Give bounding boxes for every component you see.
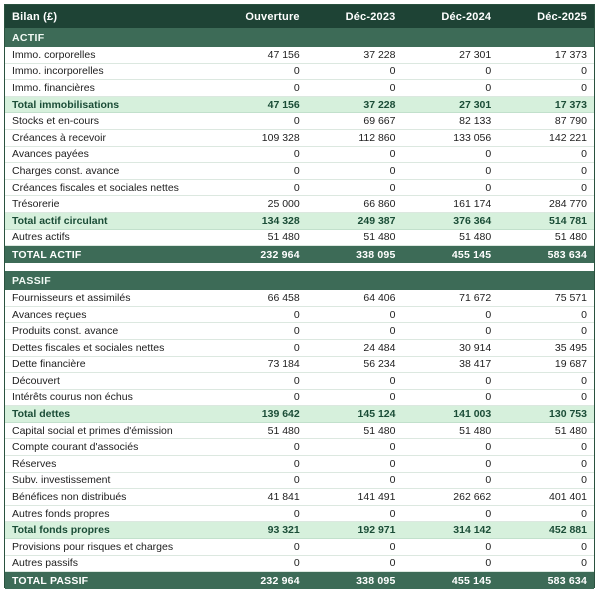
- cell-value: 284 770: [549, 198, 587, 211]
- cell-value: 0: [581, 81, 587, 94]
- cell-value: 17 373: [554, 48, 587, 61]
- cell-value: 0: [293, 115, 300, 128]
- column-header-dec-2023: Déc-2023: [345, 10, 396, 23]
- table-row: [5, 539, 594, 556]
- cell-value: 0: [581, 65, 587, 78]
- row-label: Réserves: [12, 457, 57, 470]
- cell-value: 0: [293, 457, 300, 470]
- cell-value: 0: [293, 181, 300, 194]
- cell-value: 192 971: [357, 524, 396, 537]
- cell-value: 0: [485, 441, 492, 454]
- cell-value: 75 571: [554, 291, 587, 304]
- cell-value: 314 142: [453, 524, 492, 537]
- cell-value: 401 401: [549, 491, 587, 504]
- cell-value: 0: [389, 308, 396, 321]
- cell-value: 139 642: [261, 408, 300, 421]
- table-row: [5, 390, 594, 407]
- cell-value: 24 484: [363, 341, 396, 354]
- cell-value: 0: [293, 507, 300, 520]
- cell-value: 19 687: [554, 358, 587, 371]
- row-label: Compte courant d'associés: [12, 441, 139, 454]
- cell-value: 232 964: [260, 248, 300, 261]
- cell-value: 17 373: [554, 98, 587, 111]
- row-label: Charges const. avance: [12, 164, 120, 177]
- cell-value: 141 003: [453, 408, 492, 421]
- cell-value: 27 301: [459, 48, 492, 61]
- row-label: Dette financière: [12, 358, 86, 371]
- table-row: [5, 246, 594, 263]
- cell-value: 142 221: [549, 131, 587, 144]
- cell-value: 0: [581, 507, 587, 520]
- cell-value: 0: [581, 540, 587, 553]
- row-label: Produits const. avance: [12, 325, 119, 338]
- cell-value: 51 480: [363, 231, 396, 244]
- cell-value: 112 860: [358, 131, 396, 144]
- cell-value: 0: [293, 308, 300, 321]
- cell-value: 0: [581, 164, 587, 177]
- cell-value: 0: [293, 81, 300, 94]
- cell-value: 0: [581, 391, 587, 404]
- table-title: Bilan (£): [12, 10, 58, 23]
- cell-value: 0: [389, 164, 396, 177]
- table-row: [5, 113, 594, 130]
- cell-value: 0: [581, 325, 587, 338]
- cell-value: 37 228: [363, 98, 396, 111]
- cell-value: 338 095: [356, 248, 396, 261]
- cell-value: 0: [485, 557, 492, 570]
- cell-value: 0: [485, 540, 492, 553]
- cell-value: 0: [293, 540, 300, 553]
- cell-value: 0: [389, 457, 396, 470]
- row-label: Total actif circulant: [12, 214, 108, 227]
- row-label: Total dettes: [12, 408, 71, 421]
- cell-value: 0: [485, 474, 492, 487]
- cell-value: 27 301: [459, 98, 492, 111]
- cell-value: 93 321: [267, 524, 300, 537]
- table-row: [5, 47, 594, 64]
- row-label: TOTAL ACTIF: [12, 248, 82, 261]
- table-row: [5, 373, 594, 390]
- row-label: Total fonds propres: [12, 524, 110, 537]
- row-label: Créances à recevoir: [12, 131, 106, 144]
- cell-value: 0: [581, 441, 587, 454]
- row-label: Autres passifs: [12, 557, 78, 570]
- column-header-dec-2025: Déc-2025: [537, 10, 587, 23]
- cell-value: 0: [389, 374, 396, 387]
- cell-value: 47 156: [267, 98, 300, 111]
- cell-value: 87 790: [554, 115, 587, 128]
- row-label: Total immobilisations: [12, 98, 120, 111]
- cell-value: 0: [293, 65, 300, 78]
- table-row: [5, 489, 594, 506]
- cell-value: 0: [389, 557, 396, 570]
- cell-value: 0: [293, 148, 300, 161]
- cell-value: 0: [293, 391, 300, 404]
- table-row: [5, 180, 594, 197]
- table-row: [5, 163, 594, 180]
- row-label: TOTAL PASSIF: [12, 574, 89, 587]
- cell-value: 376 364: [453, 214, 492, 227]
- cell-value: 232 964: [260, 574, 300, 587]
- cell-value: 0: [389, 507, 396, 520]
- cell-value: 583 634: [547, 574, 587, 587]
- cell-value: 0: [485, 148, 492, 161]
- cell-value: 0: [389, 148, 396, 161]
- row-label: Immo. corporelles: [12, 48, 96, 61]
- row-label: Découvert: [12, 374, 60, 387]
- cell-value: 0: [581, 181, 587, 194]
- cell-value: 69 667: [363, 115, 396, 128]
- table-row: [5, 290, 594, 307]
- cell-value: 0: [485, 457, 492, 470]
- cell-value: 133 056: [453, 131, 492, 144]
- cell-value: 66 860: [363, 198, 396, 211]
- cell-value: 455 145: [451, 248, 492, 261]
- cell-value: 514 781: [549, 214, 587, 227]
- cell-value: 0: [389, 81, 396, 94]
- cell-value: 145 124: [357, 408, 396, 421]
- cell-value: 51 480: [267, 424, 300, 437]
- cell-value: 38 417: [459, 358, 492, 371]
- cell-value: 51 480: [267, 231, 300, 244]
- cell-value: 0: [389, 181, 396, 194]
- table-row: [5, 423, 594, 440]
- cell-value: 0: [581, 457, 587, 470]
- row-label: Avances reçues: [12, 308, 87, 321]
- cell-value: 0: [485, 325, 492, 338]
- row-label: Créances fiscales et sociales nettes: [12, 181, 179, 194]
- cell-value: 82 133: [459, 115, 492, 128]
- cell-value: 262 662: [453, 491, 492, 504]
- cell-value: 0: [389, 391, 396, 404]
- cell-value: 0: [581, 308, 587, 321]
- cell-value: 134 328: [261, 214, 300, 227]
- cell-value: 0: [581, 374, 587, 387]
- cell-value: 161 174: [453, 198, 492, 211]
- table-header-row: [5, 5, 594, 28]
- cell-value: 51 480: [363, 424, 396, 437]
- row-label: Stocks et en-cours: [12, 115, 99, 128]
- cell-value: 0: [485, 391, 492, 404]
- cell-value: 0: [389, 540, 396, 553]
- cell-value: 249 387: [357, 214, 396, 227]
- cell-value: 64 406: [363, 291, 396, 304]
- cell-value: 25 000: [267, 198, 300, 211]
- cell-value: 0: [293, 325, 300, 338]
- row-label: Fournisseurs et assimilés: [12, 291, 131, 304]
- cell-value: 0: [293, 341, 300, 354]
- section-header-row-actif: [5, 28, 594, 47]
- column-header-dec-2024: Déc-2024: [441, 10, 492, 23]
- cell-value: 30 914: [459, 341, 492, 354]
- cell-value: 0: [485, 374, 492, 387]
- cell-value: 0: [389, 441, 396, 454]
- cell-value: 130 753: [549, 408, 587, 421]
- row-label: Intérêts courus non échus: [12, 391, 133, 404]
- cell-value: 51 480: [554, 231, 587, 244]
- cell-value: 452 881: [549, 524, 587, 537]
- cell-value: 0: [293, 164, 300, 177]
- balance-sheet-table: [4, 4, 595, 588]
- table-row: [5, 473, 594, 490]
- column-header-ouverture: Ouverture: [245, 10, 300, 23]
- table-row: [5, 506, 594, 523]
- cell-value: 71 672: [459, 291, 492, 304]
- row-label: Subv. investissement: [12, 474, 111, 487]
- row-label: Avances payées: [12, 148, 89, 161]
- cell-value: 109 328: [261, 131, 300, 144]
- cell-value: 37 228: [363, 48, 396, 61]
- cell-value: 0: [581, 148, 587, 161]
- table-row: [5, 213, 594, 230]
- table-row: [5, 323, 594, 340]
- cell-value: 0: [389, 325, 396, 338]
- cell-value: 0: [581, 557, 587, 570]
- cell-value: 0: [581, 474, 587, 487]
- cell-value: 0: [293, 474, 300, 487]
- cell-value: 0: [293, 557, 300, 570]
- table-row: [5, 522, 594, 539]
- row-label: Immo. incorporelles: [12, 65, 104, 78]
- cell-value: 455 145: [451, 574, 492, 587]
- table-row: [5, 439, 594, 456]
- table-row: [5, 340, 594, 357]
- cell-value: 0: [485, 65, 492, 78]
- cell-value: 47 156: [267, 48, 300, 61]
- row-label: Immo. financières: [12, 81, 95, 94]
- cell-value: 0: [485, 507, 492, 520]
- table-row: [5, 456, 594, 473]
- row-label: Autres fonds propres: [12, 507, 110, 520]
- cell-value: 51 480: [554, 424, 587, 437]
- table-row: [5, 307, 594, 324]
- cell-value: 0: [389, 65, 396, 78]
- cell-value: 0: [485, 81, 492, 94]
- table-row: [5, 556, 594, 573]
- cell-value: 66 458: [267, 291, 300, 304]
- cell-value: 583 634: [547, 248, 587, 261]
- row-label: Autres actifs: [12, 231, 70, 244]
- cell-value: 0: [293, 374, 300, 387]
- table-row: [5, 64, 594, 81]
- cell-value: 0: [485, 164, 492, 177]
- row-label: Bénéfices non distribués: [12, 491, 127, 504]
- cell-value: 51 480: [459, 231, 492, 244]
- table-row: [5, 230, 594, 247]
- cell-value: 0: [485, 308, 492, 321]
- table-row: [5, 406, 594, 423]
- table-row: [5, 97, 594, 114]
- cell-value: 338 095: [356, 574, 396, 587]
- cell-value: 0: [389, 474, 396, 487]
- table-row: [5, 147, 594, 164]
- cell-value: 51 480: [459, 424, 492, 437]
- section-title: ACTIF: [12, 31, 45, 44]
- row-label: Provisions pour risques et charges: [12, 540, 174, 553]
- table-row: [5, 80, 594, 97]
- table-row: [5, 130, 594, 147]
- cell-value: 56 234: [363, 358, 396, 371]
- cell-value: 35 495: [554, 341, 587, 354]
- row-label: Dettes fiscales et sociales nettes: [12, 341, 165, 354]
- table-row: [5, 572, 594, 589]
- row-label: Trésorerie: [12, 198, 60, 211]
- row-label: Capital social et primes d'émission: [12, 424, 173, 437]
- section-title: PASSIF: [12, 274, 51, 287]
- cell-value: 141 491: [357, 491, 396, 504]
- cell-value: 0: [485, 181, 492, 194]
- section-header-row-passif: [5, 271, 594, 290]
- cell-value: 0: [293, 441, 300, 454]
- actif-passif-gap: [5, 263, 594, 271]
- table-row: [5, 357, 594, 374]
- cell-value: 41 841: [267, 491, 300, 504]
- cell-value: 73 184: [267, 358, 300, 371]
- table-row: [5, 196, 594, 213]
